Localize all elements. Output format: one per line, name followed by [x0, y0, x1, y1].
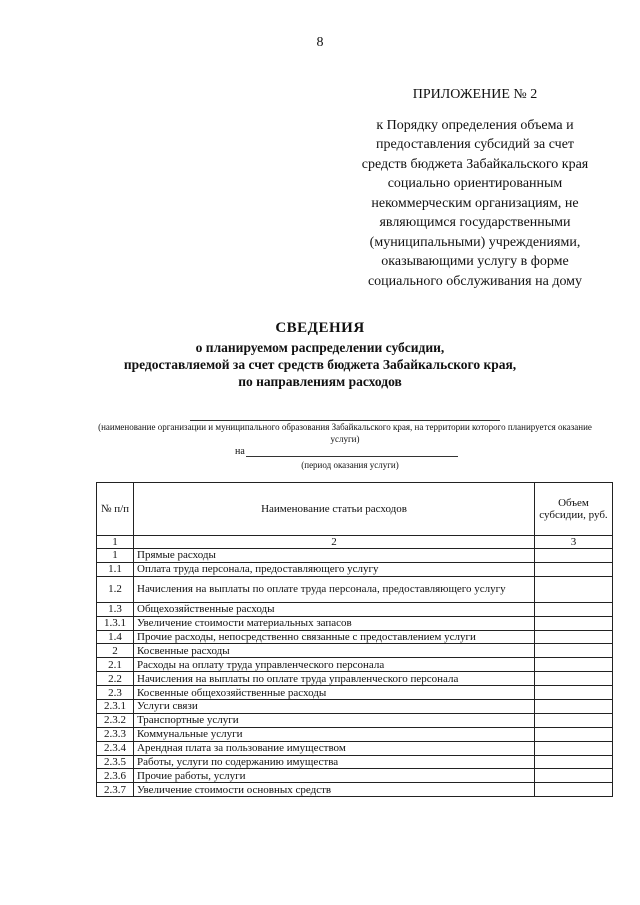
table-row [97, 576, 613, 602]
appendix-title: ПРИЛОЖЕНИЕ № 2 [412, 87, 538, 102]
row-subsidy-amount[interactable] [535, 755, 613, 769]
appendix-line: социально ориентированным [387, 176, 563, 191]
heading-line: предоставляемой за счет средств бюджета Забайкальского края, [123, 357, 517, 372]
appendix-line: являющимся государственными [379, 215, 571, 230]
row-number: 1.3.1 [97, 616, 134, 630]
column-index-row [97, 536, 613, 549]
row-number: 1.4 [97, 630, 134, 644]
heading-line: о планируемом распределении субсидии, [195, 340, 445, 355]
appendix-line: предоставления субсидий за счет [375, 137, 575, 152]
row-number: 2.2 [97, 672, 134, 686]
row-expense-name: Увеличение стоимости основных средств [134, 783, 535, 797]
row-number: 2.3 [97, 686, 134, 700]
row-expense-name: Косвенные общехозяйственные расходы [134, 686, 535, 700]
row-number: 1.1 [97, 562, 134, 576]
table-row [97, 713, 613, 727]
row-subsidy-amount[interactable] [535, 672, 613, 686]
index-cell: 3 [535, 536, 613, 549]
table-row [97, 644, 613, 658]
appendix-line: средств бюджета Забайкальского края [361, 156, 589, 172]
row-subsidy-amount[interactable] [535, 616, 613, 630]
row-subsidy-amount[interactable] [535, 602, 613, 616]
row-expense-name: Начисления на выплаты по оплате труда персонала, предоставляющего услугу [134, 576, 535, 602]
row-subsidy-amount[interactable] [535, 630, 613, 644]
row-expense-name: Транспортные услуги [134, 713, 535, 727]
row-expense-name: Косвенные расходы [134, 644, 535, 658]
document-heading [0, 320, 640, 390]
period-line[interactable] [246, 446, 458, 457]
appendix-block [340, 85, 610, 291]
page-number: 8 [316, 35, 324, 50]
index-cell: 2 [134, 536, 535, 549]
row-number: 2.3.3 [97, 727, 134, 741]
row-expense-name: Расходы на оплату труда управленческого персонала [134, 658, 535, 672]
table-row [97, 769, 613, 783]
table-row [97, 658, 613, 672]
appendix-line: социального обслуживания на дому [367, 273, 583, 289]
table-row [97, 755, 613, 769]
period-caption: (период оказания услуги) [301, 460, 399, 470]
row-expense-name: Общехозяйственные расходы [134, 602, 535, 616]
row-number: 2.1 [97, 658, 134, 672]
header-subsidy-amount: Объем субсидии, руб. [535, 483, 613, 536]
row-expense-name: Работы, услуги по содержанию имущества [134, 755, 535, 769]
row-subsidy-amount[interactable] [535, 713, 613, 727]
row-expense-name: Прочие работы, услуги [134, 769, 535, 783]
row-expense-name: Оплата труда персонала, предоставляющего услугу [134, 562, 535, 576]
table-row [97, 700, 613, 714]
table-row [97, 741, 613, 755]
row-number: 2 [97, 644, 134, 658]
row-subsidy-amount[interactable] [535, 576, 613, 602]
row-number: 1 [97, 549, 134, 563]
appendix-line: (муниципальными) учреждениями, [369, 234, 581, 250]
organization-caption: (наименование организации и муниципального образования Забайкальского края, на территории которого планируется оказание услуги) [98, 422, 592, 444]
table-row [97, 672, 613, 686]
row-subsidy-amount[interactable] [535, 562, 613, 576]
row-number: 2.3.2 [97, 713, 134, 727]
row-expense-name: Начисления на выплаты по оплате труда управленческого персонала [134, 672, 535, 686]
row-subsidy-amount[interactable] [535, 686, 613, 700]
table-row [97, 783, 613, 797]
row-subsidy-amount[interactable] [535, 769, 613, 783]
table-row [97, 686, 613, 700]
row-number: 2.3.5 [97, 755, 134, 769]
period-label: на [235, 446, 245, 457]
row-expense-name: Прочие расходы, непосредственно связанные с предоставлением услуги [134, 630, 535, 644]
period-field[interactable] [235, 446, 475, 457]
row-expense-name: Арендная плата за пользование имуществом [134, 741, 535, 755]
row-number: 1.2 [97, 576, 134, 602]
row-expense-name: Прямые расходы [134, 549, 535, 563]
row-subsidy-amount[interactable] [535, 741, 613, 755]
appendix-line: оказывающими услугу в форме [381, 254, 569, 269]
table-row [97, 602, 613, 616]
row-expense-name: Услуги связи [134, 700, 535, 714]
table-row [97, 630, 613, 644]
row-subsidy-amount[interactable] [535, 644, 613, 658]
row-subsidy-amount[interactable] [535, 700, 613, 714]
header-number: № п/п [97, 483, 134, 536]
row-subsidy-amount[interactable] [535, 783, 613, 797]
table-row [97, 727, 613, 741]
row-subsidy-amount[interactable] [535, 658, 613, 672]
appendix-line: к Порядку определения объема и [376, 117, 574, 133]
row-expense-name: Коммунальные услуги [134, 727, 535, 741]
header-expense-name: Наименование статьи расходов [134, 483, 535, 536]
row-number: 2.3.7 [97, 783, 134, 797]
row-number: 2.3.4 [97, 741, 134, 755]
appendix-line: некоммерческим организациям, не [371, 195, 579, 211]
row-subsidy-amount[interactable] [535, 727, 613, 741]
expenses-table [96, 482, 613, 797]
row-subsidy-amount[interactable] [535, 549, 613, 563]
table-row [97, 616, 613, 630]
table-row [97, 549, 613, 563]
row-number: 2.3.6 [97, 769, 134, 783]
row-number: 1.3 [97, 602, 134, 616]
heading-line: по направлениям расходов [238, 374, 402, 389]
row-number: 2.3.1 [97, 700, 134, 714]
table-row [97, 562, 613, 576]
index-cell: 1 [97, 536, 134, 549]
row-expense-name: Увеличение стоимости материальных запасов [134, 616, 535, 630]
heading-title: СВЕДЕНИЯ [275, 320, 365, 336]
